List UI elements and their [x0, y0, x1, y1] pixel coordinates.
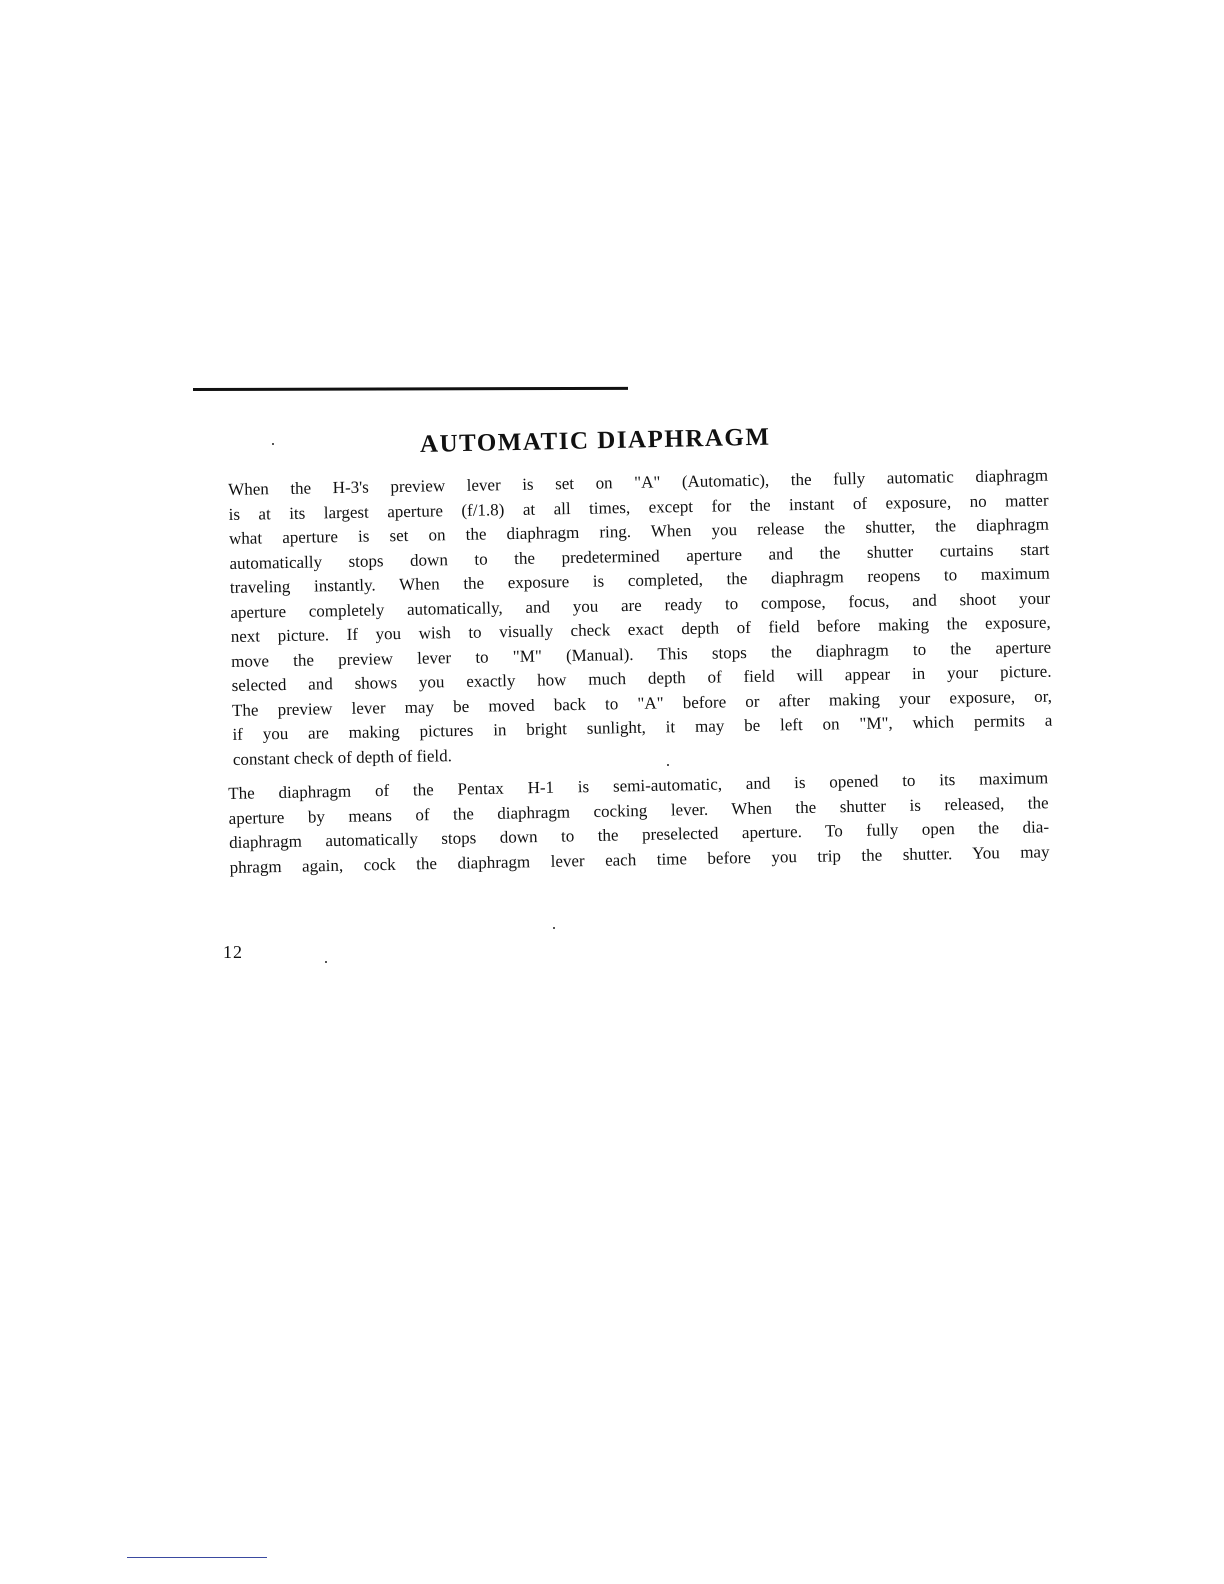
bottom-rule [127, 1557, 267, 1558]
paragraph-line: next picture. If you wish to visually check exact depth of field before making the exposure, [230, 612, 1051, 646]
paragraph-1 [228, 464, 1053, 772]
scan-speck [272, 443, 274, 445]
paragraph-line: is at its largest aperture (f/1.8) at all times, except for the instant of exposure, no matter [228, 490, 1049, 524]
scan-speck [667, 764, 669, 766]
paragraph-line: phragm again, cock the diaphragm lever each time before you trip the shutter. You may [229, 841, 1050, 877]
page-number: 12 [223, 942, 243, 962]
scan-speck [553, 927, 555, 929]
paragraph-line: constant check of depth of field. [232, 745, 453, 769]
paragraph-line: diaphragm automatically stops down to the preselected aperture. To fully open the dia- [228, 817, 1050, 852]
paragraph-line: automatically stops down to the predetermined aperture and the shutter curtains start [229, 539, 1050, 573]
paragraph-line: When the H-3's preview lever is set on "A" (Automatic), the fully automatic diaphragm [228, 465, 1049, 499]
paragraph-line: aperture by means of the diaphragm cocking lever. When the shutter is released, the [228, 792, 1049, 828]
paragraph-line: selected and shows you exactly how much depth of field will appear in your picture. [231, 661, 1052, 695]
paragraph-line: The preview lever may be moved back to "A" before or after making your exposure, or, [231, 686, 1053, 720]
scan-speck [325, 961, 327, 963]
paragraph-line: what aperture is set on the diaphragm ring. When you release the shutter, the diaphragm [228, 514, 1050, 548]
paragraph-line: if you are making pictures in bright sunlight, it may be left on "M", which permits a [232, 710, 1053, 744]
top-rule [193, 387, 628, 391]
paragraph-line: traveling instantly. When the exposure is completed, the diaphragm reopens to maximum [229, 563, 1050, 597]
paragraph-2 [228, 766, 1050, 880]
paragraph-line: move the preview lever to "M" (Manual). This stops the diaphragm to the aperture [231, 637, 1052, 671]
page-title: AUTOMATIC DIAPHRAGM [419, 423, 771, 458]
paragraph-line: The diaphragm of the Pentax H-1 is semi-automatic, and is opened to its maximum [228, 768, 1049, 803]
paragraph-line: aperture completely automatically, and you are ready to compose, focus, and shoot your [230, 588, 1051, 622]
